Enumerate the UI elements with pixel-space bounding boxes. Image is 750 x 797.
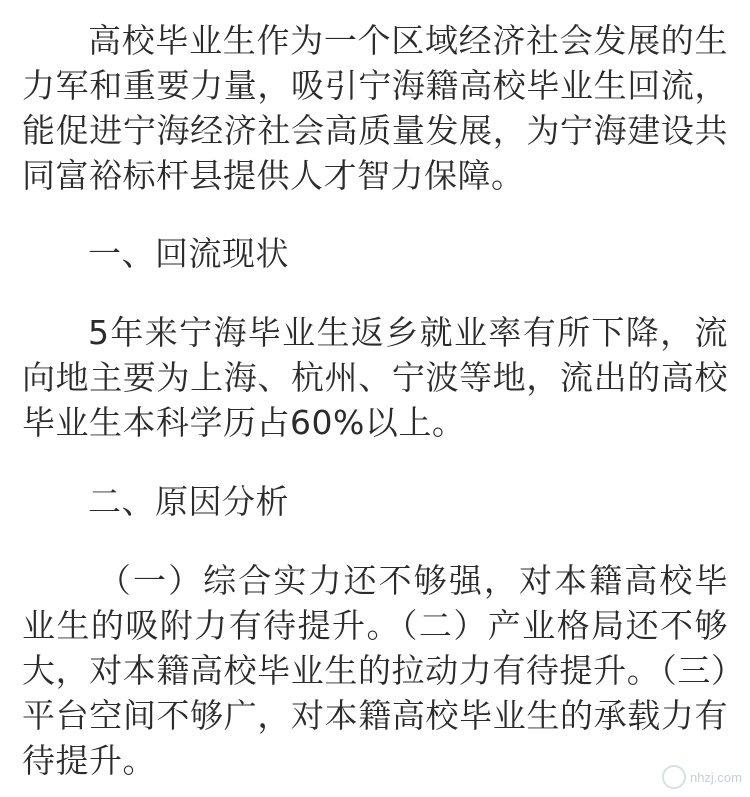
status-paragraph: 5年来宁海毕业生返乡就业率有所下降，流向地主要为上海、杭州、宁波等地，流出的高校毕业生本科学历占60%以上。 bbox=[22, 313, 728, 442]
analysis-paragraph: （一）综合实力还不够强，对本籍高校毕业生的吸附力有待提升。（二）产业格局还不够大，对本籍高校毕业生的拉动力有待提升。（三）平台空间不够广，对本籍高校毕业生的承载力有待提升。 bbox=[22, 561, 728, 780]
site-watermark bbox=[662, 765, 742, 789]
section-heading-status: 一、回流现状 bbox=[88, 234, 289, 273]
watermark-text: nhzj.com bbox=[689, 769, 742, 785]
watermark-logo-icon bbox=[662, 765, 686, 789]
intro-paragraph: 高校毕业生作为一个区域经济社会发展的生力军和重要力量，吸引宁海籍高校毕业生回流，能促进宁海经济社会高质量发展，为宁海建设共同富裕标杆县提供人才智力保障。 bbox=[22, 21, 728, 195]
section-heading-analysis: 二、原因分析 bbox=[88, 482, 289, 521]
